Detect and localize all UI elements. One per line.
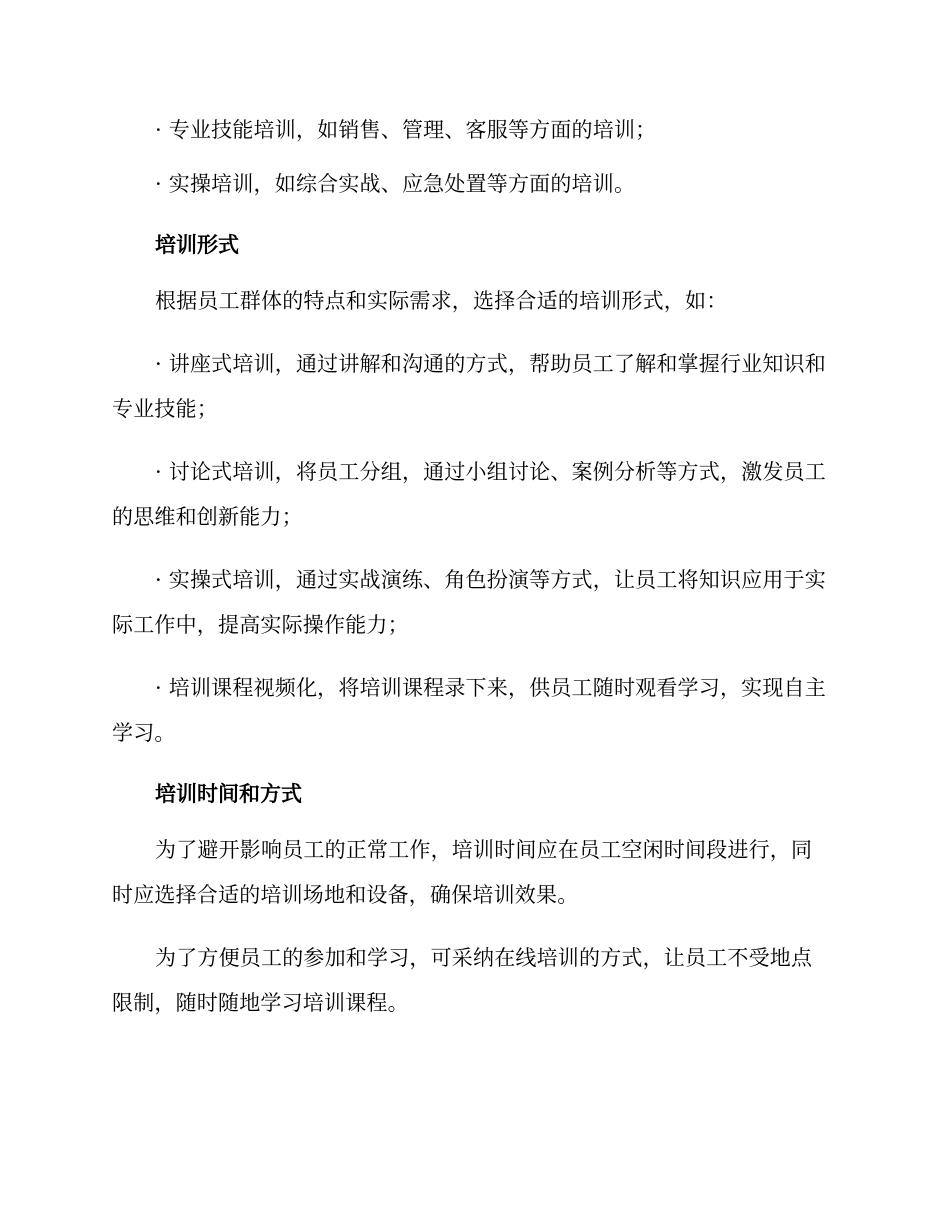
section-heading-training-time-method: 培训时间和方式 [155, 782, 302, 806]
bullet-video-courses: · 培训课程视频化，将培训课程录下来，供员工随时观看学习，实现自主学习。 [112, 676, 826, 745]
bullet-practical-training: · 实操培训，如综合实战、应急处置等方面的培训。 [155, 172, 636, 196]
bullet-professional-skills: · 专业技能培训，如销售、管理、客服等方面的培训； [155, 118, 657, 142]
bullet-discussion-training: · 讨论式培训，将员工分组，通过小组讨论、案例分析等方式，激发员工的思维和创新能力； [112, 460, 826, 529]
paragraph-online-training: 为了方便员工的参加和学习，可采纳在线培训的方式，让员工不受地点限制，随时随地学习培训课程。 [112, 946, 813, 1015]
paragraph-training-time: 为了避开影响员工的正常工作，培训时间应在员工空闲时间段进行，同时应选择合适的培训场地和设备，确保培训效果。 [112, 838, 813, 907]
paragraph-format-intro: 根据员工群体的特点和实际需求，选择合适的培训形式，如： [155, 289, 728, 313]
bullet-lecture-training: · 讲座式培训，通过讲解和沟通的方式，帮助员工了解和掌握行业知识和专业技能； [112, 352, 826, 421]
bullet-hands-on-training: · 实操式培训，通过实战演练、角色扮演等方式，让员工将知识应用于实际工作中，提高实际操作能力； [112, 568, 826, 637]
document-body [112, 108, 828, 1044]
section-heading-training-format: 培训形式 [155, 233, 239, 257]
